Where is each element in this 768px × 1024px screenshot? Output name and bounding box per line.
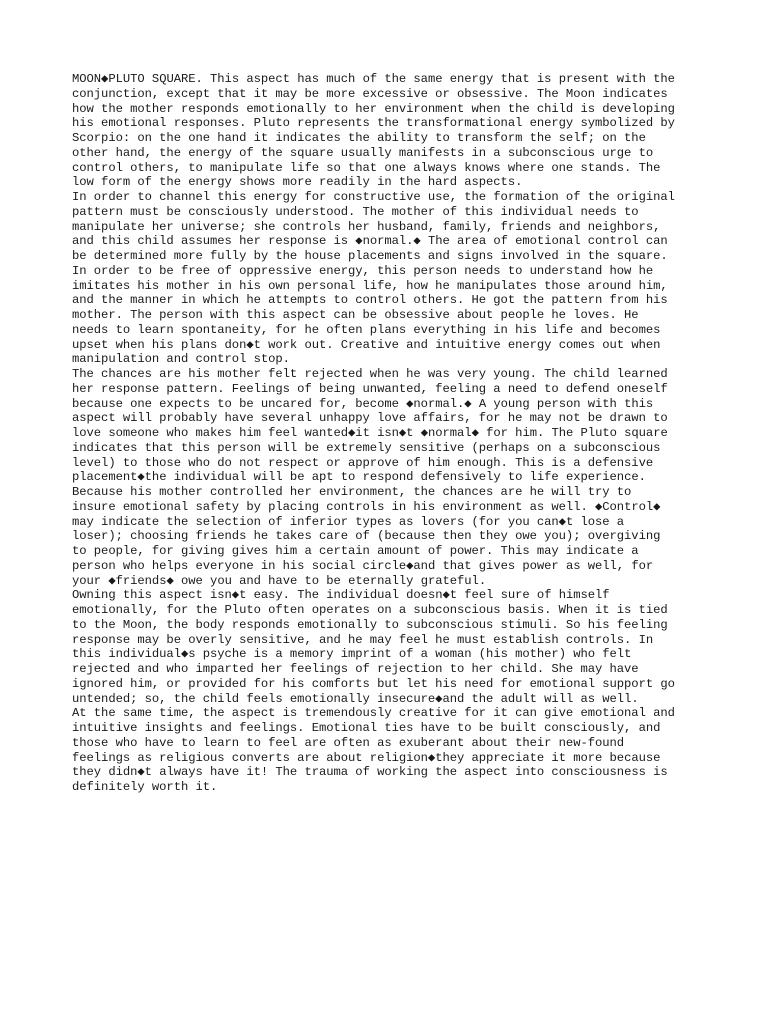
text-line: placement◆the individual will be apt to respond defensively to life experience. [72,470,646,485]
text-line: person who helps everyone in his social circle◆and that gives power as well, for [72,558,654,573]
document-body [72,72,712,795]
text-line: level) to those who do not respect or approve of him enough. This is a defensive [72,455,654,470]
text-line: Because his mother controlled her environment, the chances are he will try to [72,485,632,499]
text-line: imitates his mother in his own personal life, how he manipulates those around him, [72,278,668,293]
text-line: control others, to manipulate life so that one always knows where one stands. The [72,160,661,175]
text-line: In order to be free of oppressive energy, this person needs to understand how he [72,263,654,278]
text-line: rejected and who imparted her feelings of rejection to her child. She may have [72,662,639,676]
text-line: untended; so, the child feels emotionally insecure◆and the adult will as well. [72,691,639,706]
text-line: indicates that this person will be extremely sensitive (perhaps on a subconscious [72,440,661,455]
paragraph-2 [72,190,712,367]
text-line: be determined more fully by the house placements and signs involved in the square. [72,249,668,263]
text-line: In order to channel this energy for constructive use, the formation of the original [72,190,675,204]
text-line: loser); choosing friends he takes care of (because then they owe you); overgiving [72,529,661,544]
text-line: intuitive insights and feelings. Emotional ties have to be built consciously, and [72,721,661,735]
text-line: Scorpio: on the one hand it indicates the ability to transform the self; on the [72,131,646,145]
text-line: how the mother responds emotionally to her environment when the child is developing [72,101,675,116]
text-line: low form of the energy shows more readily in the hard aspects. [72,175,523,190]
text-line: manipulate her universe; she controls her husband, family, friends and neighbors, [72,219,661,234]
text-line: to the Moon, the body responds emotionally to subconscious stimuli. So his feeling [72,617,668,632]
text-line: those who have to learn to feel are often as exuberant about their new-found [72,735,625,750]
paragraph-4 [72,588,712,706]
text-line: to people, for giving gives him a certain amount of power. This may indicate a [72,544,639,558]
text-line: feelings as religious converts are about religion◆they appreciate it more because [72,750,661,765]
paragraph-1 [72,72,712,190]
text-line: definitely worth it. [72,780,218,794]
text-line: your ◆friends◆ owe you and have to be eternally grateful. [72,573,487,588]
text-line: may indicate the selection of inferior types as lovers (for you can◆t lose a [72,514,625,529]
text-line: because one expects to be uncared for, become ◆normal.◆ A young person with this [72,396,654,411]
text-line: ignored him, or provided for his comforts but let his need for emotional support go [72,676,675,691]
text-line: At the same time, the aspect is tremendously creative for it can give emotional and [72,706,675,721]
text-line: insure emotional safety by placing controls in his environment as well. ◆Control◆ [72,499,661,514]
paragraph-3 [72,367,712,588]
text-line: needs to learn spontaneity, for he often plans everything in his life and becomes [72,322,661,337]
text-line: this individual◆s psyche is a memory imprint of a woman (his mother) who felt [72,647,632,662]
text-line: MOON◆PLUTO SQUARE. This aspect has much of the same energy that is present with the [72,72,675,86]
text-line: her response pattern. Feelings of being unwanted, feeling a need to defend oneself [72,381,668,396]
text-line: other hand, the energy of the square usually manifests in a subconscious urge to [72,145,654,160]
text-line: and the manner in which he attempts to control others. He got the pattern from his [72,293,668,308]
text-line: pattern must be consciously understood. The mother of this individual needs to [72,204,639,219]
text-line: The chances are his mother felt rejected when he was very young. The child learned [72,367,668,381]
text-line: response may be overly sensitive, and he may feel he must establish controls. In [72,632,654,647]
text-line: manipulation and control stop. [72,352,290,367]
text-line: conjunction, except that it may be more excessive or obsessive. The Moon indicates [72,86,668,101]
text-line: love someone who makes him feel wanted◆it isn◆t ◆normal◆ for him. The Pluto square [72,426,668,440]
text-line: aspect will probably have several unhappy love affairs, for he may not be drawn to [72,411,668,426]
text-line: upset when his plans don◆t work out. Creative and intuitive energy comes out when [72,337,661,352]
text-line: Owning this aspect isn◆t easy. The individual doesn◆t feel sure of himself [72,588,610,603]
text-line: emotionally, for the Pluto often operates on a subconscious basis. When it is tied [72,603,668,617]
text-line: mother. The person with this aspect can be obsessive about people he loves. He [72,308,639,322]
paragraph-5 [72,706,712,795]
text-line: his emotional responses. Pluto represents the transformational energy symbolized by [72,116,675,131]
text-line: they didn◆t always have it! The trauma of working the aspect into consciousness is [72,765,668,780]
text-line: and this child assumes her response is ◆normal.◆ The area of emotional control can [72,234,668,249]
